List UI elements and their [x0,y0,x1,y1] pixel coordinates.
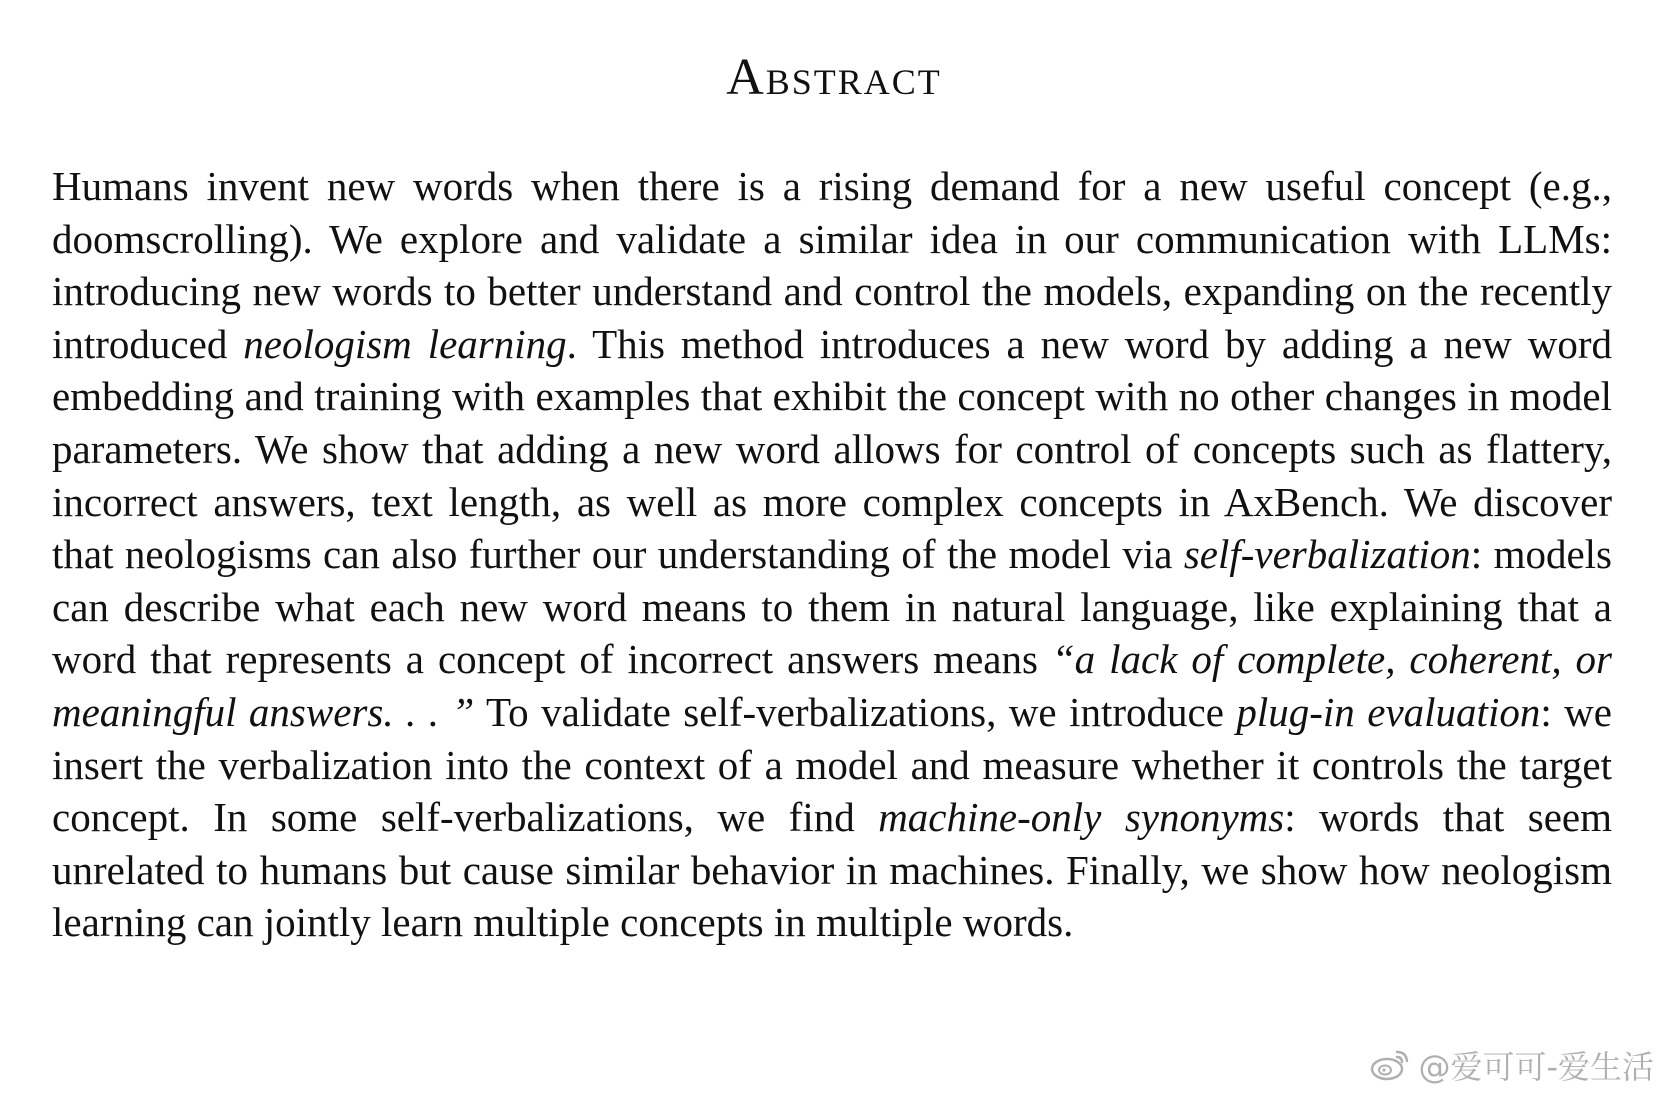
abstract-text-segment: : words that seem unrelated to humans but cause similar behavior in machines. Finally, we show how neologism learning can jointly learn multiple concepts in multiple words. [52,794,1612,946]
watermark [1370,1042,1654,1088]
abstract-text-segment: To validate self-verbalizations, we introduce [474,688,1237,735]
abstract-italic-quote: “a lack of complete, coherent, or meaningful answers. . . ” [52,636,1612,735]
abstract-text-segment: : models can describe what each new word means to them in natural language, like explaining that a word that represents a concept of incorrect answers means [52,531,1612,683]
abstract-heading: Abstract [726,49,942,106]
watermark-text: @爱可可-爱生活 [1418,1048,1654,1086]
weibo-icon [1370,1048,1410,1082]
abstract-italic-term: neologism learning [243,320,567,367]
abstract-italic-term: self-verbalization [1183,531,1471,578]
abstract-text-segment: . This method introduces a new word by adding a new word embedding and training with examples that exhibit the concept with no other changes in model parameters. We show that adding a new word allows for control of concepts such as flattery, incorrect answers, text length, as well as more complex concepts in AxBench. We discover that neologisms can also further our understanding of the model via [52,320,1612,578]
abstract-italic-term: machine-only synonyms [878,794,1285,841]
abstract-text [52,160,1612,949]
abstract-italic-term: plug-in evaluation [1236,688,1541,735]
abstract-text-segment: Humans invent new words when there is a rising demand for a new useful concept (e.g., doomscrolling). We explore and validate a similar idea in our communication with LLMs: introducing new words to better understand and control the models, expanding on the recently introduced [52,163,1612,367]
abstract-text-segment: : we insert the verbalization into the context of a model and measure whether it controls the target concept. In some self-verbalizations, we find [52,688,1612,841]
